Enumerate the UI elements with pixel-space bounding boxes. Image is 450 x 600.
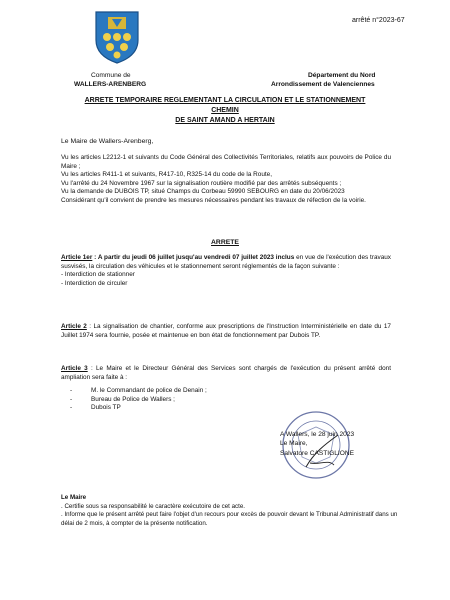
article-1-text: en vue de l'exécution des travaux susvisés, la circulation des véhicules et le stationnement seront réglementés de la façon suivante : (61, 254, 391, 270)
arrete-reference: arrêté n°2023-67 (352, 17, 405, 24)
signature-place-date: A Wallers, le 28 juin 2023 (280, 431, 355, 438)
arrondissement-label: Arrondissement de Valenciennes (271, 81, 375, 88)
signature-block (280, 430, 354, 458)
visa-line: Vu la demande de DUBOIS TP, situé Champs du Corbeau 59990 SEBOURG en date du 20/06/2023 (61, 188, 345, 196)
coat-of-arms-logo (94, 10, 140, 64)
destinataire-item: - Dubois TP (70, 404, 121, 412)
destinataire-item: - M. le Commandant de police de Denain ; (70, 387, 207, 394)
article-1-item: - Interdiction de stationner (61, 271, 135, 279)
footer-line: . Informe que le présent arrêté peut faire l'objet d'un recours pour excès de pouvoir devant le Tribunal Administratif dans un délai de 2 mois, à compter de la présente notification. (61, 511, 398, 527)
footer-heading: Le Maire (61, 494, 87, 501)
signature-name: Salvatore CASTIGLIONE (280, 449, 355, 457)
article-2-text: : La signalisation de chantier, conforme aux prescriptions de l'Instruction Interministérielle en date du 17 Juillet 1974 sera fournie, posée et maintenue en bon état de fonctionnement par Dubois TP. (61, 323, 391, 339)
article-1-item: - Interdiction de circuler (61, 279, 128, 287)
footer-notice (61, 494, 401, 528)
commune-label: Commune de (91, 72, 131, 79)
article-3 (61, 365, 391, 382)
article-2 (61, 323, 391, 340)
footer-line: . Certifie sous sa responsabilité le caractère exécutoire de cet acte. (61, 502, 245, 510)
destinataires-list (70, 387, 207, 413)
destinataire-text: M. le Commandant de police de Denain ; (91, 387, 207, 394)
title-line-1: ARRETE TEMPORAIRE REGLEMENTANT LA CIRCULATION ET LE STATIONNEMENT CHEMIN (84, 97, 366, 114)
visas-section (61, 154, 391, 206)
visa-line: Vu les articles R411-1 et suivants, R417-10, R325-14 du code de la Route, (61, 171, 273, 179)
destinataire-text: Dubois TP (91, 404, 121, 412)
commune-name: WALLERS-ARENBERG (74, 81, 147, 88)
destinataire-item: - Bureau de Police de Wallers ; (70, 395, 175, 403)
title-line-2: DE SAINT AMAND A HERTAIN (175, 117, 275, 124)
article-3-label: Article 3 (61, 365, 88, 372)
visa-line: Vu les articles L2212-1 et suivants du Code Général des Collectivités Territoriales, relatifs aux pouvoirs de Police du Maire ; (61, 154, 391, 170)
destinataire-text: Bureau de Police de Wallers ; (91, 395, 175, 403)
considerant-line: Considérant qu'il convient de prendre les mesures nécessaires pendant les travaux de réfection de la voirie. (61, 196, 366, 204)
article-1 (61, 254, 391, 288)
article-1-dates: : A partir du jeudi 06 juillet jusqu'au vendredi 07 juillet 2023 inclus (92, 254, 295, 261)
maire-intro: Le Maire de Wallers-Arenberg, (61, 138, 154, 145)
visa-line: Vu l'arrêté du 24 Novembre 1967 sur la signalisation routière modifié par des arrêtés subséquents ; (61, 179, 342, 187)
article-3-text: : Le Maire et le Directeur Général des Services sont chargés de l'exécution du présent arrêté dont ampliation sera faite à : (61, 365, 391, 381)
signature-role: Le Maire, (280, 440, 308, 448)
article-2-label: Article 2 (61, 323, 87, 330)
arrete-heading: ARRETE (211, 239, 239, 246)
article-1-label: Article 1er (61, 254, 93, 261)
arrete-title (70, 96, 380, 126)
departement-label: Département du Nord (308, 72, 376, 79)
